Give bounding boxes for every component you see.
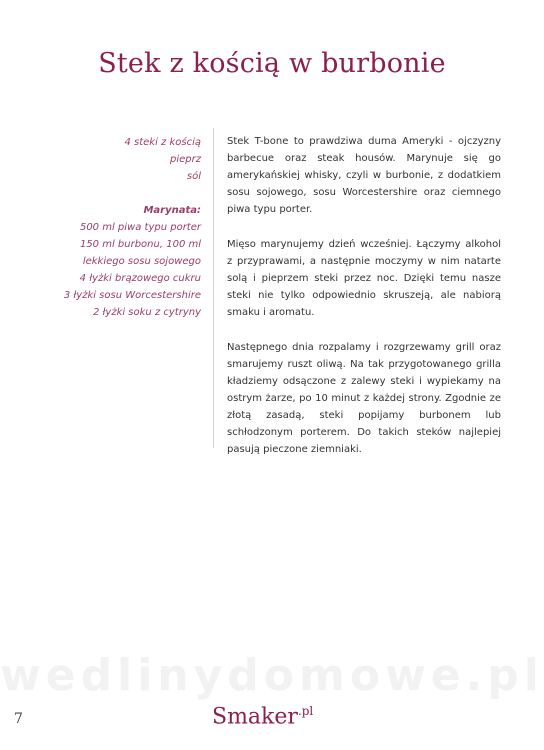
marinade-item: 4 łyżki brązowego cukru bbox=[79, 273, 201, 284]
marinade-heading: Marynata: bbox=[143, 205, 201, 216]
marinade-item: 2 łyżki soku z cytryny bbox=[92, 307, 201, 318]
ingredient-item: pieprz bbox=[170, 154, 201, 165]
ingredient-item: sól bbox=[186, 171, 201, 182]
paragraph: Następnego dnia rozpalamy i rozgrzewamy grill oraz smarujemy ruszt oliwą. Na tak przygotowanego grilla kładziemy odsączone z zalewy steki i wypiekamy na ostrym żarze, po 10 minut z każdej strony. Zgodnie ze złotą zasadą, steki popijamy burbonem lub schłodzonym porterem. Do takich steków najlepiej pasują pieczone ziemniaki. bbox=[227, 342, 501, 455]
marinade-item: lekkiego sosu sojowego bbox=[82, 256, 201, 267]
marinade-item: 500 ml piwa typu porter bbox=[79, 222, 201, 233]
spacer bbox=[40, 185, 201, 202]
watermark: wedlinydomowe.pl bbox=[0, 650, 544, 701]
column-divider bbox=[213, 128, 214, 448]
brand-name: Smaker bbox=[212, 704, 298, 730]
page-number: 7 bbox=[14, 711, 23, 727]
marinade-item: 150 ml burbonu, 100 ml bbox=[79, 239, 201, 250]
paragraph: Mięso marynujemy dzień wcześniej. Łączymy alkohol z przyprawami, a następnie moczymy w nim natarte solą i pieprzem steki przez noc. Dzięki temu nasze steki nie tylko odpowiednio skruszeją, ale nabiorą smaku i aromatu. bbox=[227, 239, 501, 318]
ingredients-list bbox=[40, 134, 201, 321]
recipe-title: Stek z kością w burbonie bbox=[98, 48, 446, 79]
paragraph: Stek T-bone to prawdziwa duma Ameryki - ojczyzny barbecue oraz steak housów. Marynuje się go amerykańskiej whisky, czyli w burbonie, z dodatkiem sosu sojowego, sosu Worcestershire oraz ciemnego piwa typu porter. bbox=[227, 136, 501, 215]
marinade-item: 3 łyżki sosu Worcestershire bbox=[63, 290, 201, 301]
recipe-description bbox=[227, 133, 501, 476]
brand-logo bbox=[212, 704, 313, 729]
brand-suffix: .pl bbox=[297, 704, 314, 718]
ingredient-item: 4 steki z kością bbox=[124, 137, 201, 148]
